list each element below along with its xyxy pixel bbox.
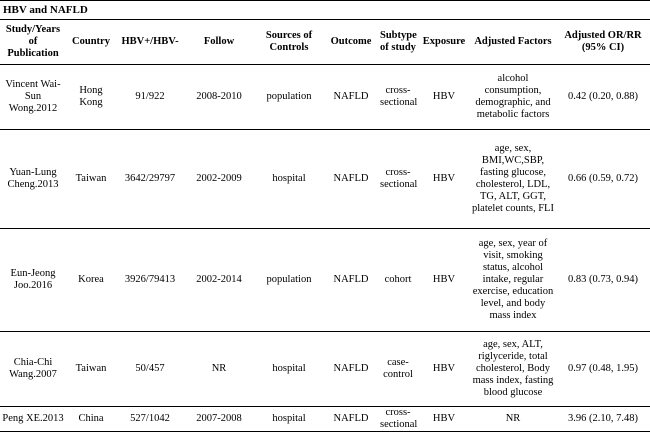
header-exposure: Exposure bbox=[418, 20, 470, 65]
cell-follow: 2002-2014 bbox=[196, 274, 242, 285]
header-follow: Follow bbox=[184, 20, 254, 65]
header-subtype: Subtype of study bbox=[378, 20, 418, 65]
header-factors: Adjusted Factors bbox=[470, 20, 556, 65]
studies-table bbox=[0, 20, 650, 432]
cell-factors: alcohol consumption, demographic, and metabolic factors bbox=[475, 73, 551, 120]
cell-subtype: cross-sectional bbox=[380, 167, 418, 190]
cell-study: Yuan-Lung Cheng.2013 bbox=[7, 167, 59, 190]
cell-factors: age, sex, year of visit, smoking status, alcohol intake, regular exercise, education level, and body mass index bbox=[472, 238, 554, 321]
cell-sources: population bbox=[266, 91, 312, 102]
cell-country: Korea bbox=[78, 274, 104, 285]
cell-ratio: 50/457 bbox=[135, 363, 165, 374]
cell-study: Chia-Chi Wang.2007 bbox=[9, 357, 57, 380]
header-sources: Sources of Controls bbox=[254, 20, 324, 65]
cell-outcome: NAFLD bbox=[333, 274, 369, 285]
header-study: Study/Years of Publication bbox=[0, 20, 66, 65]
cell-or: 0.97 (0.48, 1.95) bbox=[568, 363, 638, 374]
cell-exposure: HBV bbox=[432, 413, 456, 424]
cell-study: Eun-Jeong Joo.2016 bbox=[10, 268, 56, 291]
cell-or: 3.96 (2.10, 7.48) bbox=[568, 413, 638, 424]
cell-subtype: cohort bbox=[384, 274, 412, 285]
cell-country: China bbox=[78, 413, 104, 424]
cell-ratio: 527/1042 bbox=[130, 413, 170, 424]
cell-subtype: case-control bbox=[383, 357, 413, 380]
table-row bbox=[0, 130, 650, 229]
cell-country: Taiwan bbox=[75, 173, 107, 184]
cell-exposure: HBV bbox=[432, 274, 456, 285]
header-outcome: Outcome bbox=[324, 20, 378, 65]
table-row bbox=[0, 332, 650, 407]
table-row bbox=[0, 65, 650, 130]
cell-follow: 2007-2008 bbox=[196, 413, 242, 424]
cell-study: Vincent Wai-Sun Wong.2012 bbox=[5, 79, 61, 114]
cell-exposure: HBV bbox=[432, 363, 456, 374]
cell-sources: hospital bbox=[272, 413, 306, 424]
cell-exposure: HBV bbox=[432, 91, 456, 102]
cell-ratio: 3642/29797 bbox=[124, 173, 176, 184]
cell-factors: age, sex, BMI,WC,SBP, fasting glucose, cholesterol, LDL, TG, ALT, GGT, platelet counts, FLI bbox=[472, 143, 554, 214]
cell-subtype: cross-sectional bbox=[380, 85, 418, 108]
header-country: Country bbox=[66, 20, 116, 65]
cell-outcome: NAFLD bbox=[333, 91, 369, 102]
table-row bbox=[0, 229, 650, 332]
header-row bbox=[0, 20, 650, 65]
cell-outcome: NAFLD bbox=[333, 363, 369, 374]
header-or: Adjusted OR/RR (95% CI) bbox=[556, 20, 650, 65]
section-title: HBV and NAFLD bbox=[0, 0, 650, 20]
cell-or: 0.66 (0.59, 0.72) bbox=[568, 173, 638, 184]
cell-follow: NR bbox=[211, 363, 227, 374]
cell-sources: hospital bbox=[272, 363, 306, 374]
cell-sources: population bbox=[266, 274, 312, 285]
cell-exposure: HBV bbox=[432, 173, 456, 184]
cell-study: Peng XE.2013 bbox=[2, 413, 64, 424]
cell-or: 0.42 (0.20, 0.88) bbox=[568, 91, 638, 102]
cell-outcome: NAFLD bbox=[333, 413, 369, 424]
cell-country: Taiwan bbox=[75, 363, 107, 374]
cell-follow: 2008-2010 bbox=[196, 91, 242, 102]
cell-follow: 2002-2009 bbox=[196, 173, 242, 184]
table-row bbox=[0, 407, 650, 432]
cell-factors: age, sex, ALT, riglyceride, total cholesterol, Body mass index, fasting blood glucose bbox=[472, 339, 554, 398]
cell-subtype: cross-sectional bbox=[380, 407, 418, 430]
cell-ratio: 3926/79413 bbox=[124, 274, 176, 285]
cell-ratio: 91/922 bbox=[135, 91, 165, 102]
cell-country: Hong Kong bbox=[79, 85, 103, 108]
header-ratio: HBV+/HBV- bbox=[116, 20, 184, 65]
cell-outcome: NAFLD bbox=[333, 173, 369, 184]
cell-or: 0.83 (0.73, 0.94) bbox=[568, 274, 638, 285]
cell-sources: hospital bbox=[272, 173, 306, 184]
cell-factors: NR bbox=[505, 413, 521, 424]
